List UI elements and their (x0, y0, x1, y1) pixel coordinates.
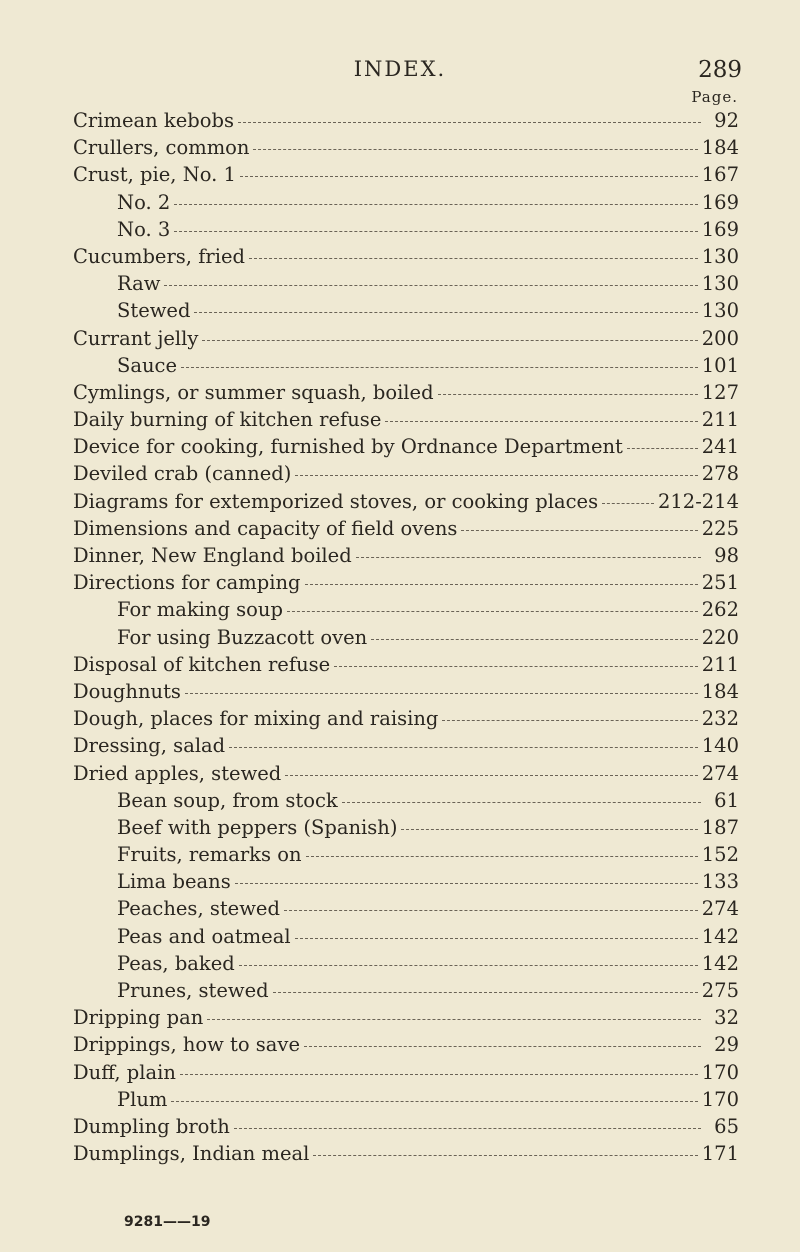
index-entry (73, 925, 739, 952)
entry-term: Stewed (117, 299, 191, 323)
dot-leader (461, 530, 697, 531)
index-entry (73, 544, 739, 571)
entry-page: 98 (714, 544, 739, 567)
entry-term: Doughnuts (73, 679, 181, 703)
entry-term: Device for cooking, furnished by Ordnance Department (73, 435, 623, 459)
dot-leader (287, 611, 698, 612)
dot-leader (207, 1019, 701, 1020)
entry-page: 130 (701, 272, 739, 296)
index-entry (73, 218, 739, 245)
entry-term: No. 2 (117, 190, 171, 214)
dot-leader (180, 1074, 698, 1075)
dot-leader (174, 204, 698, 205)
entry-page: 274 (701, 761, 739, 785)
entry-page: 101 (701, 353, 739, 377)
entry-page: 169 (701, 217, 739, 241)
entry-term: Crimean kebobs (73, 109, 234, 132)
entry-page: 130 (701, 299, 739, 323)
dot-leader (285, 775, 697, 776)
entry-page: 170 (701, 1087, 739, 1111)
entry-page: 232 (701, 707, 739, 731)
entry-term: Plum (117, 1087, 168, 1111)
page-number: 289 (698, 57, 742, 83)
entry-page: 171 (701, 1142, 739, 1166)
index-entry (73, 408, 739, 435)
entry-page: 212-214 (657, 489, 739, 513)
dot-leader (235, 883, 698, 884)
entry-page: 29 (714, 1033, 739, 1057)
index-entry (73, 1088, 739, 1115)
entry-page: 225 (701, 516, 739, 540)
index-entry (73, 816, 739, 843)
entry-page: 167 (701, 163, 739, 187)
dot-leader (313, 1155, 697, 1156)
entry-term: For using Buzzacott oven (117, 625, 368, 649)
entry-term: Peas and oatmeal (117, 924, 291, 948)
entry-term: Disposal of kitchen refuse (73, 652, 331, 676)
entry-term: Currant jelly (73, 326, 199, 350)
index-entry (73, 707, 739, 734)
page-column-label: Page. (691, 88, 738, 106)
dot-leader (234, 1128, 701, 1129)
index-entry (73, 598, 739, 625)
entry-term: Peas, baked (117, 951, 235, 975)
entry-term: Diagrams for extemporized stoves, or cooking places (73, 489, 599, 513)
entry-page: 278 (701, 462, 739, 486)
entry-term: Dressing, salad (73, 734, 226, 758)
entry-term: Cucumbers, fried (73, 244, 245, 268)
dot-leader (295, 938, 698, 939)
entry-page: 251 (701, 571, 739, 595)
dot-leader (602, 503, 654, 504)
dot-leader (239, 965, 698, 966)
entry-term: Directions for camping (73, 571, 301, 595)
dot-leader (202, 340, 697, 341)
index-entry (73, 136, 739, 163)
page-title: INDEX. (353, 57, 447, 81)
index-entry (73, 245, 739, 272)
entry-page: 211 (701, 408, 739, 432)
entry-page: 274 (701, 897, 739, 921)
dot-leader (401, 829, 697, 830)
dot-leader (171, 1101, 697, 1102)
index-entry (73, 435, 739, 462)
signature-mark: 9281——19 (124, 1214, 211, 1230)
entry-term: Dumplings, Indian meal (73, 1142, 310, 1166)
dot-leader (385, 421, 697, 422)
index-entry (73, 1142, 739, 1169)
entry-page: 130 (701, 244, 739, 268)
index-entry (73, 272, 739, 299)
entry-term: Dripping pan (73, 1006, 204, 1030)
entry-term: No. 3 (117, 217, 171, 241)
dot-leader (627, 448, 698, 449)
entry-term: Crullers, common (73, 136, 250, 160)
dot-leader (229, 747, 698, 748)
entry-term: Beef with peppers (Spanish) (117, 815, 398, 839)
index-entry (73, 490, 739, 517)
index-entry (73, 952, 739, 979)
entry-term: Daily burning of kitchen refuse (73, 408, 382, 432)
index-entry (73, 109, 739, 136)
dot-leader (306, 856, 698, 857)
entry-page: 170 (701, 1060, 739, 1084)
entry-page: 184 (701, 679, 739, 703)
dot-leader (240, 176, 698, 177)
index-entry (73, 571, 739, 598)
index-entry (73, 462, 739, 489)
dot-leader (371, 639, 698, 640)
index-entry (73, 789, 739, 816)
entry-page: 32 (714, 1006, 739, 1030)
dot-leader (164, 285, 697, 286)
dot-leader (273, 992, 698, 993)
dot-leader (356, 557, 701, 558)
entry-page: 65 (714, 1114, 739, 1138)
dot-leader (438, 394, 698, 395)
index-entry (73, 626, 739, 653)
dot-leader (442, 720, 697, 721)
entry-term: Cymlings, or summer squash, boiled (73, 380, 434, 404)
entry-term: Prunes, stewed (117, 979, 269, 1002)
entry-term: Peaches, stewed (117, 897, 280, 921)
entry-page: 127 (701, 380, 739, 404)
dot-leader (249, 258, 698, 259)
entry-term: Dinner, New England boiled (73, 544, 352, 567)
entry-term: Fruits, remarks on (117, 843, 302, 867)
dot-leader (334, 666, 698, 667)
index-entry (73, 163, 739, 190)
dot-leader (304, 1046, 701, 1047)
index-entry (73, 734, 739, 761)
entry-page: 142 (701, 924, 739, 948)
index-entry (73, 762, 739, 789)
entry-page: 61 (714, 788, 739, 812)
entry-term: Dried apples, stewed (73, 761, 282, 785)
index-entry (73, 299, 739, 326)
index-entry (73, 327, 739, 354)
entry-term: Bean soup, from stock (117, 788, 338, 812)
index-entry (73, 653, 739, 680)
index-entry (73, 870, 739, 897)
index-entry (73, 354, 739, 381)
dot-leader (253, 149, 697, 150)
entry-page: 152 (701, 843, 739, 867)
entry-term: Dough, places for mixing and raising (73, 707, 439, 731)
dot-leader (342, 802, 701, 803)
dot-leader (181, 367, 698, 368)
entry-page: 187 (701, 815, 739, 839)
index-entry (73, 191, 739, 218)
dot-leader (295, 475, 697, 476)
index-entry (73, 979, 739, 1006)
dot-leader (174, 231, 698, 232)
dot-leader (194, 312, 697, 313)
dot-leader (284, 910, 698, 911)
entry-term: Deviled crab (canned) (73, 462, 292, 486)
index-entry (73, 843, 739, 870)
page-header (0, 57, 800, 87)
entry-term: Dimensions and capacity of field ovens (73, 516, 458, 540)
entry-page: 133 (701, 870, 739, 894)
index-entry (73, 381, 739, 408)
entry-page: 241 (701, 435, 739, 459)
entry-term: Dumpling broth (73, 1114, 230, 1138)
dot-leader (305, 584, 698, 585)
entry-term: Lima beans (117, 870, 231, 894)
entry-page: 262 (701, 598, 739, 622)
index-entries (73, 109, 739, 1169)
entry-term: Sauce (117, 353, 178, 377)
index-entry (73, 1115, 739, 1142)
entry-term: Raw (117, 272, 161, 296)
entry-page: 92 (714, 109, 739, 132)
index-entry (73, 1061, 739, 1088)
index-entry (73, 1033, 739, 1060)
entry-page: 200 (701, 326, 739, 350)
index-entry (73, 680, 739, 707)
index-entry (73, 897, 739, 924)
entry-term: Crust, pie, No. 1 (73, 163, 236, 187)
entry-page: 140 (701, 734, 739, 758)
entry-page: 184 (701, 136, 739, 160)
index-entry (73, 1006, 739, 1033)
entry-page: 211 (701, 652, 739, 676)
entry-page: 275 (701, 979, 739, 1002)
entry-term: Drippings, how to save (73, 1033, 300, 1057)
index-entry (73, 517, 739, 544)
dot-leader (185, 693, 698, 694)
entry-page: 142 (701, 951, 739, 975)
dot-leader (238, 122, 701, 123)
entry-page: 169 (701, 190, 739, 214)
entry-page: 220 (701, 625, 739, 649)
entry-term: Duff, plain (73, 1060, 176, 1084)
entry-term: For making soup (117, 598, 283, 622)
